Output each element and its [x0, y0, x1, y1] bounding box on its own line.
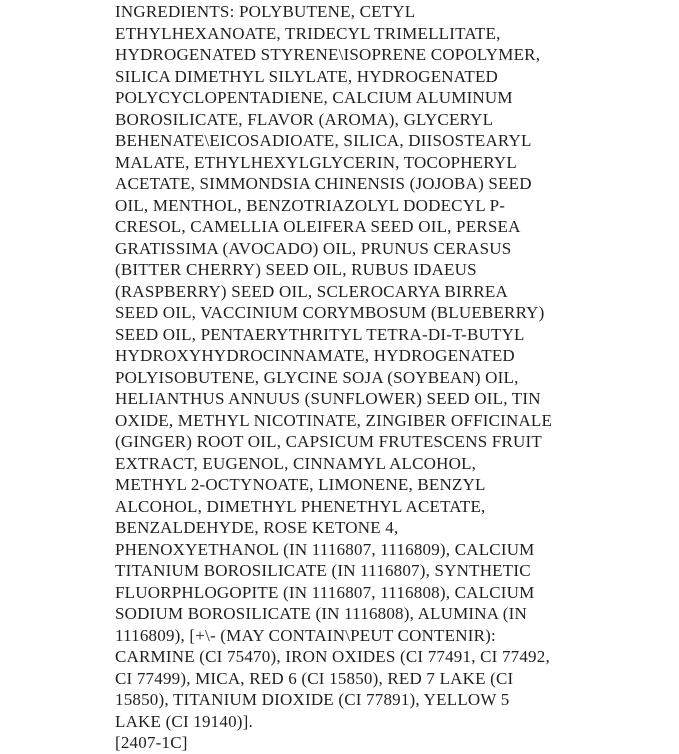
text-line: (RASPBERRY) SEED OIL, SCLEROCARYA BIRREA	[115, 281, 508, 301]
text-line: GRATISSIMA (AVOCADO) OIL, PRUNUS CERASUS	[115, 238, 512, 258]
text-line: 15850), TITANIUM DIOXIDE (CI 77891), YELLOW 5	[115, 690, 510, 709]
text-line: OXIDE, METHYL NICOTINATE, ZINGIBER OFFICINALE	[115, 410, 553, 430]
text-line: ETHYLHEXANOATE, TRIDECYL TRIMELLITATE,	[115, 23, 501, 43]
text-line: BOROSILICATE, FLAVOR (AROMA), GLYCERYL	[115, 109, 494, 129]
text-line: (BITTER CHERRY) SEED OIL, RUBUS IDAEUS	[115, 260, 477, 279]
text-line: SEED OIL, VACCINIUM CORYMBOSUM (BLUEBERRY)	[115, 303, 545, 322]
text-line: LAKE (CI 19140)].	[115, 711, 253, 731]
text-line: EXTRACT, EUGENOL, CINNAMYL ALCOHOL,	[115, 453, 477, 473]
text-line: INGREDIENTS: POLYBUTENE, CETYL	[115, 2, 416, 21]
text-line: 1116809), [+\- (MAY CONTAIN\PEUT CONTENIR):	[115, 625, 496, 645]
text-line: BENZALDEHYDE, ROSE KETONE 4,	[115, 518, 399, 537]
text-line: POLYISOBUTENE, GLYCINE SOJA (SOYBEAN) OIL,	[115, 367, 519, 387]
text-line: SODIUM BOROSILICATE (IN 1116808), ALUMINA (IN	[115, 604, 527, 623]
text-line: OIL, MENTHOL, BENZOTRIAZOLYL DODECYL P-	[115, 195, 506, 215]
text-line: POLYCYCLOPENTADIENE, CALCIUM ALUMINUM	[115, 88, 513, 107]
text-line: FLUORPHLOGOPITE (IN 1116807, 1116808), CALCIUM	[115, 582, 535, 602]
text-line: CI 77499), MICA, RED 6 (CI 15850), RED 7 LAKE (CI	[115, 668, 514, 688]
text-line: ACETATE, SIMMONDSIA CHINENSIS (JOJOBA) SEED	[115, 174, 532, 193]
text-line: HELIANTHUS ANNUUS (SUNFLOWER) SEED OIL, TIN	[115, 389, 541, 408]
ingredients-text	[115, 1, 679, 754]
text-line: HYDROXYHYDROCINNAMATE, HYDROGENATED	[115, 346, 515, 365]
text-line: SILICA DIMETHYL SILYLATE, HYDROGENATED	[115, 66, 499, 86]
text-line: METHYL 2-OCTYNOATE, LIMONENE, BENZYL	[115, 475, 486, 494]
text-line: PHENOXYETHANOL (IN 1116807, 1116809), CALCIUM	[115, 539, 535, 559]
text-line: SEED OIL, PENTAERYTHRITYL TETRA-DI-T-BUTYL	[115, 324, 525, 344]
text-line: ALCOHOL, DIMETHYL PHENETHYL ACETATE,	[115, 496, 486, 516]
text-line: (GINGER) ROOT OIL, CAPSICUM FRUTESCENS FRUIT	[115, 432, 542, 451]
text-line: BEHENATE\EICOSADIOATE, SILICA, DIISOSTEARYL	[115, 131, 532, 150]
text-line: [2407-1C]	[115, 733, 188, 752]
text-line: CARMINE (CI 75470), IRON OXIDES (CI 77491, CI 77492,	[115, 647, 550, 666]
text-line: MALATE, ETHYLHEXYLGLYCERIN, TOCOPHERYL	[115, 152, 517, 172]
text-line: HYDROGENATED STYRENE\ISOPRENE COPOLYMER,	[115, 45, 541, 64]
text-line: TITANIUM BOROSILICATE (IN 1116807), SYNTHETIC	[115, 561, 531, 580]
text-line: CRESOL, CAMELLIA OLEIFERA SEED OIL, PERSEA	[115, 217, 521, 236]
